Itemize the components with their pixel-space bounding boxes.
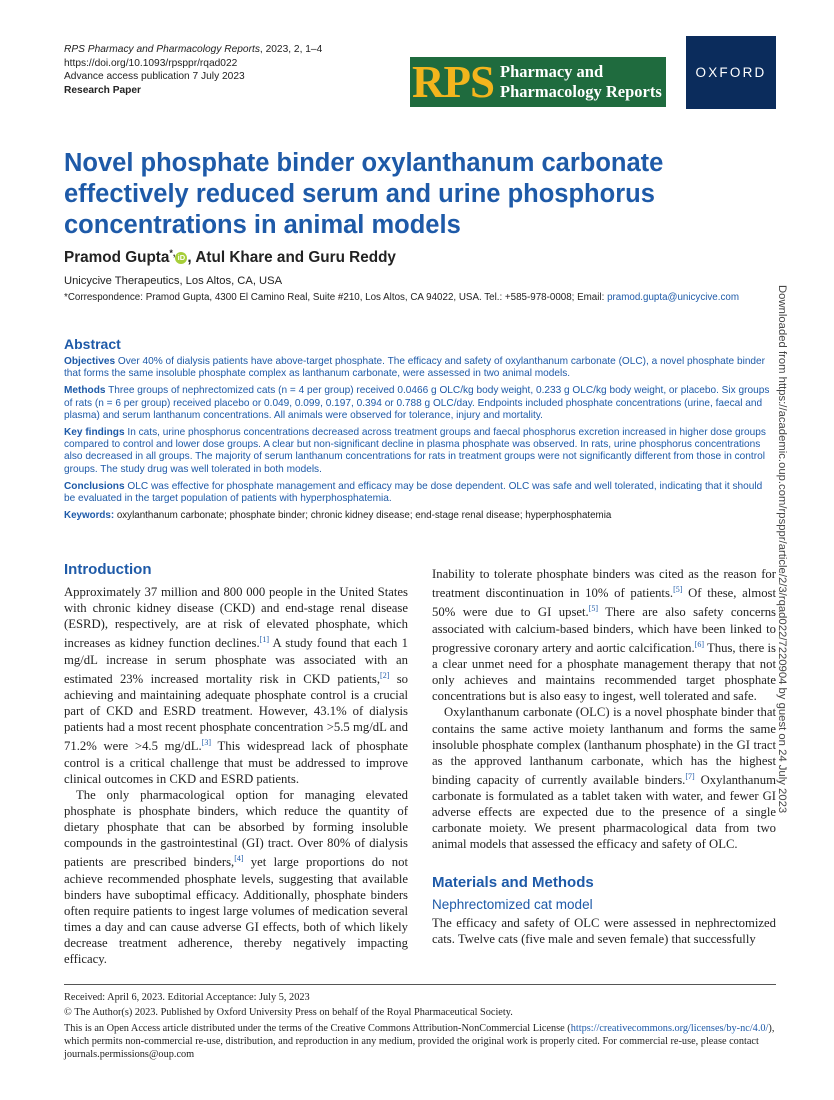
ref-1[interactable]: [1] <box>259 635 269 645</box>
right-column <box>432 566 776 947</box>
license: This is an Open Access article distributed under the terms of the Creative Commons Attribution-NonCommercial License (https://creativecommons.org/licenses/by-nc/4.0/), which permits non-commercial re-use, distribution, and reproduction in any medium, provided the original work is properly cited. For commercial re-use, please contact journals.permissions@oup.com <box>64 1022 775 1061</box>
keywords: Keywords: oxylanthanum carbonate; phosphate binder; chronic kidney disease; end-stage renal disease; hyperphosphatemia <box>64 510 612 522</box>
abstract-heading: Abstract <box>64 336 121 352</box>
correspondence-text: *Correspondence: Pramod Gupta, 4300 El Camino Real, Suite #210, Los Altos, CA 94022, USA. Tel.: +585-978-0008; Email: <box>64 292 608 303</box>
intro-paragraph-4: Oxylanthanum carbonate (OLC) is a novel phosphate binder that contains the same active moiety lanthanum and forms the same insoluble phosphate complex (lanthanum phosphate) in the GI tract as the approved lanthanum carbonate, which has the highest binding capacity of currently available binders.[7] Oxylanthanum carbonate is formulated as a tablet taken with water, and fewer GI adverse effects are expected due to the presence of a single carbonate moiety. We present pharmacological data from two animal models that assessed the efficacy and safety of OLC. <box>432 705 776 852</box>
copyright: © The Author(s) 2023. Published by Oxford University Press on behalf of the Royal Pharmaceutical Society. <box>64 1007 513 1019</box>
intro-paragraph-1: Approximately 37 million and 800 000 people in the United States with chronic kidney disease (CKD) and end-stage renal disease (ESRD), respectively, are at risk of elevated phosphate, which increases as kidney function declines.[1] A study found that each 1 mg/dL increase in serum phosphate was associated with an estimated 23% increased mortality risk in CKD patients,[2] so achieving and maintaining adequate phosphate control is a crucial part of CKD and ESRD treatment. However, 43.1% of dialysis patients had a most recent phosphate concentration >5.5 mg/dL and 71.2% were >4.5 mg/dL.[3] This widespread lack of phosphate control is a critical challenge that must be addressed to improve clinical outcomes in CKD and ESRD patients. <box>64 585 408 786</box>
author-name: Pramod Gupta <box>64 249 170 267</box>
received-dates: Received: April 6, 2023. Editorial Acceptance: July 5, 2023 <box>64 992 310 1003</box>
ref-2[interactable]: [2] <box>380 670 390 680</box>
rps-logo-line1: Pharmacy and <box>500 62 604 81</box>
email-link[interactable]: pramod.gupta@unicycive.com <box>607 292 739 303</box>
oxford-logo-text: OXFORD <box>695 65 767 80</box>
correspondence-mark: *, <box>169 248 176 258</box>
methods-heading: Materials and Methods <box>432 873 594 891</box>
affiliation: Unicycive Therapeutics, Los Altos, CA, USA <box>64 275 283 287</box>
citation: , 2023, 2, 1–4 <box>259 44 323 55</box>
article-title: Novel phosphate binder oxylanthanum carbonate effectively reduced serum and urine phosphorus concentrations in animal models <box>64 149 664 239</box>
rps-logo-letters: RPS <box>412 57 495 107</box>
methods-paragraph-1: The efficacy and safety of OLC were assessed in nephrectomized cats. Twelve cats (five male and seven female) that successfully <box>432 915 776 946</box>
ref-5a[interactable]: [5] <box>673 585 683 595</box>
download-watermark: Downloaded from https://academic.oup.com/rpsppr/article/2/3/rqad022/7220904 by guest on 24 July 2023 <box>776 285 788 814</box>
intro-heading: Introduction <box>64 561 152 578</box>
doi-link[interactable]: https://doi.org/10.1093/rpsppr/rqad022 <box>64 57 238 69</box>
footer-divider <box>64 984 776 985</box>
ref-5b[interactable]: [5] <box>588 604 599 614</box>
journal-name: RPS Pharmacy and Pharmacology Reports <box>64 44 260 55</box>
author-list <box>64 248 396 267</box>
journal-header <box>64 43 322 97</box>
intro-paragraph-3: Inability to tolerate phosphate binders was cited as the reason for treatment discontinuation in 10% of patients.[5] Of these, almost 50% were due to GI upset.[5] There are also safety concerns associated with calcium-based binders, which have been linked to progressive coronary artery and aortic calcification.[6] Thus, there is a clear unmet need for a phosphate management therapy that not only achieves and maintains recommended target phosphate concentrations but is also easy to ingest, well tolerated and safe. <box>432 567 777 704</box>
access-date: Advance access publication 7 July 2023 <box>64 71 245 83</box>
ref-3[interactable]: [3] <box>201 738 212 748</box>
article-type: Research Paper <box>64 84 142 96</box>
left-column <box>64 562 408 967</box>
co-authors: , Atul Khare and Guru Reddy <box>187 249 396 267</box>
ref-7[interactable]: [7] <box>685 771 695 781</box>
abstract-findings: Key findings In cats, urine phosphorus concentrations decreased across treatment groups and faecal phosphorus excretion increased in higher dose groups compared to control and lower dose groups. A clear but non-significant decline in plasma phosphate was observed. In rats, urine phosphorus concentrations also decreased in all groups. The majority of serum lanthanum concentrations for rats in treatment groups were not significantly different from those in control groups. The study drug was well tolerated in both models. <box>64 427 766 475</box>
oxford-logo <box>686 36 776 109</box>
ref-4[interactable]: [4] <box>234 854 244 864</box>
rps-logo <box>410 57 666 107</box>
orcid-icon[interactable]: iD <box>175 252 187 264</box>
abstract-objectives: Objectives Over 40% of dialysis patients have above-target phosphate. The efficacy and safety of oxylanthanum carbonate (OLC), a novel phosphate binder that forms the same insoluble phosphate complex as lanthanum carbonate, were assessed in two animal models. <box>64 356 766 380</box>
ref-6[interactable]: [6] <box>694 639 704 649</box>
license-link[interactable]: https://creativecommons.org/licenses/by-nc/4.0/ <box>570 1022 769 1034</box>
footer <box>64 991 776 1063</box>
abstract-methods: Methods Three groups of nephrectomized cats (n = 4 per group) received 0.0466 g OLC/kg body weight, 0.233 g OLC/kg body weight, or placebo. Six groups of rats (n = 6 per group) received placebo or 0.049, 0.099, 0.197, 0.394 or 0.788 g OLC/day. Endpoints included phosphate concentrations (urine, faecal and plasma) and serum lanthanum concentrations. All animals were observed for tolerance, injury and mortality. <box>64 385 770 421</box>
methods-subheading: Nephrectomized cat model <box>432 896 593 912</box>
intro-paragraph-2: The only pharmacological option for managing elevated phosphate is phosphate binders, which reduce the quantity of dietary phosphate that can be absorbed by forming insoluble compounds in the gastrointestinal (GI) tract. Over 80% of dialysis patients are prescribed binders,[4] yet large proportions do not achieve recommended phosphate levels, suggesting that available binders have suboptimal efficacy. Additionally, phosphate binders often require patients to ingest large volumes of medication several times a day and can cause adverse GI effects, both of which likely decrease treatment adherence, thereby negatively impacting efficacy. <box>64 787 408 967</box>
correspondence <box>64 292 739 303</box>
abstract-conclusions: Conclusions OLC was effective for phosphate management and efficacy may be dose dependent. OLC was safe and well tolerated, indicating that it should be evaluated in the target population of patients with hyperphosphatemia. <box>64 480 763 505</box>
rps-logo-line2: Pharmacology Reports <box>500 82 662 101</box>
abstract <box>64 336 776 527</box>
